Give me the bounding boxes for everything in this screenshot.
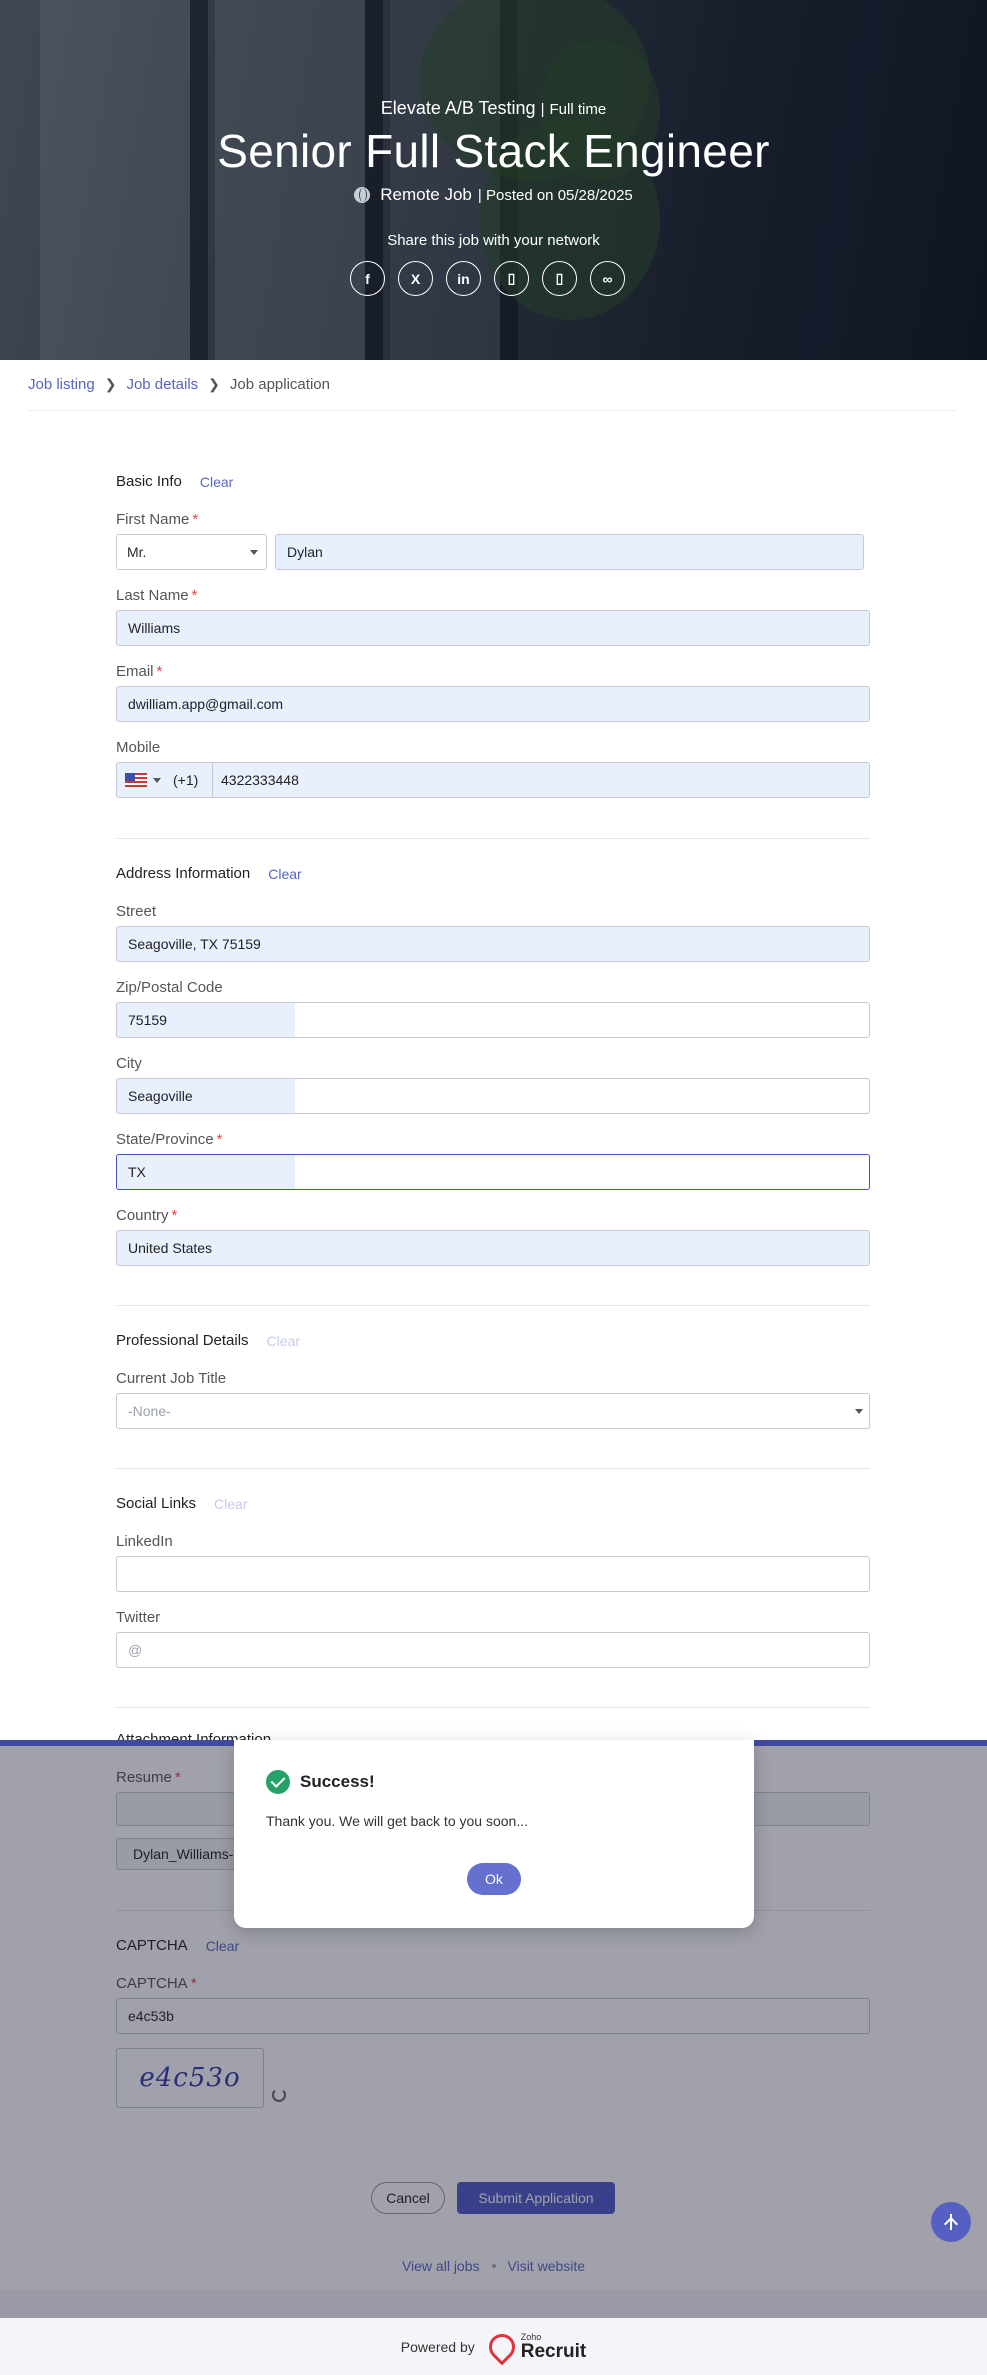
section-divider: [116, 1707, 870, 1708]
city-label: City: [116, 1055, 142, 1072]
label-text: State/Province: [116, 1131, 214, 1148]
breadcrumb: [28, 376, 330, 393]
dialog-message: Thank you. We will get back to you soon...: [266, 1813, 528, 1829]
salutation-select[interactable]: [116, 534, 267, 570]
section-divider: [116, 1305, 870, 1306]
dialog-header: [266, 1770, 375, 1794]
street-input[interactable]: Seagoville, TX 75159: [116, 926, 870, 962]
country-input[interactable]: United States: [116, 1230, 870, 1266]
share-buttons: [350, 261, 625, 296]
current-job-title-select[interactable]: [116, 1393, 870, 1429]
location-pin-icon: [483, 2328, 520, 2365]
required-marker: *: [156, 663, 163, 680]
professional-clear-link[interactable]: Clear: [266, 1332, 301, 1349]
mobile-input[interactable]: 4322333448: [221, 772, 299, 788]
address-clear-link[interactable]: Clear: [268, 865, 302, 882]
hero-shade: [0, 0, 987, 360]
success-dialog: [234, 1740, 754, 1928]
share-label: Share this job with your network: [387, 232, 600, 249]
salutation-value: Mr.: [127, 544, 147, 560]
share-icon-4[interactable]: ▯: [494, 261, 529, 296]
zoho-recruit-logo[interactable]: [489, 2333, 586, 2361]
dialog-title: Success!: [300, 1772, 375, 1791]
linkedin-icon[interactable]: in: [446, 261, 481, 296]
section-divider: [116, 838, 870, 839]
job-title-select-value: -None-: [128, 1403, 171, 1419]
section-title: Professional Details: [116, 1332, 249, 1349]
label-text: Email: [116, 663, 154, 680]
label-text: Last Name: [116, 587, 189, 604]
submit-application-button[interactable]: Submit Application: [457, 2182, 615, 2214]
company-line: [0, 98, 987, 119]
last-name-input[interactable]: Williams: [116, 610, 870, 646]
view-all-jobs-link[interactable]: View all jobs: [401, 2258, 480, 2274]
section-title: Social Links: [116, 1495, 197, 1512]
company-name: Elevate A/B Testing: [380, 98, 536, 118]
chevron-down-icon: [250, 550, 258, 555]
mobile-field: [116, 762, 870, 798]
country-code-select[interactable]: [117, 762, 213, 798]
us-flag-icon: [125, 773, 147, 787]
street-label: Street: [116, 903, 157, 920]
required-marker: *: [171, 1207, 178, 1224]
visit-website-link[interactable]: Visit website: [507, 2258, 586, 2274]
breadcrumb-current: Job application: [229, 376, 330, 393]
section-title: Address Information: [116, 865, 251, 882]
brand-small: Zoho: [520, 2331, 542, 2342]
first-name-input[interactable]: Dylan: [275, 534, 864, 570]
required-marker: *: [216, 1131, 223, 1148]
arrow-up-icon: [944, 2217, 958, 2231]
required-marker: *: [190, 1975, 197, 1992]
label-text: CAPTCHA: [116, 1975, 188, 1992]
facebook-icon[interactable]: f: [350, 261, 385, 296]
breadcrumb-job-details[interactable]: Job details: [126, 376, 199, 393]
breadcrumb-job-listing[interactable]: Job listing: [28, 376, 95, 393]
job-location: Remote Job: [380, 185, 472, 204]
chevron-down-icon: [153, 778, 161, 783]
powered-by-bar: [0, 2318, 987, 2375]
zip-label: Zip/Postal Code: [116, 979, 223, 996]
twitter-label: Twitter: [116, 1609, 161, 1626]
ok-button[interactable]: Ok: [467, 1863, 521, 1895]
email-label: [116, 663, 162, 680]
last-name-label: [116, 587, 197, 604]
cancel-button[interactable]: Cancel: [371, 2182, 445, 2214]
powered-by-label: Powered by: [400, 2338, 475, 2355]
zoho-recruit-wordmark: [521, 2333, 586, 2361]
x-twitter-icon[interactable]: X: [398, 261, 433, 296]
captcha-input[interactable]: e4c53b: [116, 1998, 870, 2034]
country-label: [116, 1207, 177, 1224]
state-label: [116, 1131, 222, 1148]
twitter-input[interactable]: @: [116, 1632, 870, 1668]
chevron-right-icon: ❯: [208, 376, 220, 392]
breadcrumb-divider: [28, 410, 956, 411]
city-input[interactable]: Seagoville: [116, 1078, 870, 1114]
job-title-label: Current Job Title: [116, 1370, 227, 1387]
section-divider: [116, 1468, 870, 1469]
required-marker: *: [174, 1769, 181, 1786]
label-text: Country: [116, 1207, 169, 1224]
social-header: [116, 1495, 248, 1512]
email-input[interactable]: dwilliam.app@gmail.com: [116, 686, 870, 722]
chevron-right-icon: ❯: [104, 376, 117, 392]
resume-file-chip[interactable]: Dylan_Williams-: [116, 1838, 306, 1870]
hero-banner: [0, 0, 987, 360]
country-code: (+1): [173, 772, 199, 788]
check-circle-icon: [266, 1770, 290, 1794]
label-text: First Name: [116, 511, 190, 528]
zip-input[interactable]: 75159: [116, 1002, 870, 1038]
required-marker: *: [192, 511, 199, 528]
company-separator: |: [540, 101, 545, 118]
mobile-label: Mobile: [116, 739, 161, 756]
job-title: Senior Full Stack Engineer: [217, 125, 770, 177]
linkedin-label: LinkedIn: [116, 1533, 173, 1550]
link-icon[interactable]: ∞: [590, 261, 625, 296]
address-header: [116, 865, 302, 882]
job-type: Full time: [549, 101, 607, 118]
section-title: Basic Info: [116, 473, 182, 490]
state-input[interactable]: TX: [116, 1154, 870, 1190]
share-icon-5[interactable]: ▯: [542, 261, 577, 296]
basic-info-header: [116, 473, 233, 490]
first-name-label: [116, 511, 198, 528]
brand-name: Recruit: [520, 2340, 587, 2362]
label-text: Resume: [116, 1769, 172, 1786]
globe-icon: [354, 187, 370, 203]
captcha-image: e4c53o: [116, 2048, 264, 2108]
required-marker: *: [191, 587, 198, 604]
social-clear-link[interactable]: Clear: [214, 1495, 248, 1512]
job-meta: [0, 185, 987, 205]
linkedin-input[interactable]: [116, 1556, 870, 1592]
scroll-to-top-button[interactable]: [931, 2202, 971, 2242]
captcha-clear-link[interactable]: Clear: [205, 1937, 240, 1954]
section-title: CAPTCHA: [116, 1937, 188, 1954]
chevron-down-icon: [855, 1409, 863, 1414]
professional-header: [116, 1332, 300, 1349]
basic-info-clear-link[interactable]: Clear: [199, 473, 234, 490]
posted-date: | Posted on 05/28/2025: [477, 186, 633, 204]
